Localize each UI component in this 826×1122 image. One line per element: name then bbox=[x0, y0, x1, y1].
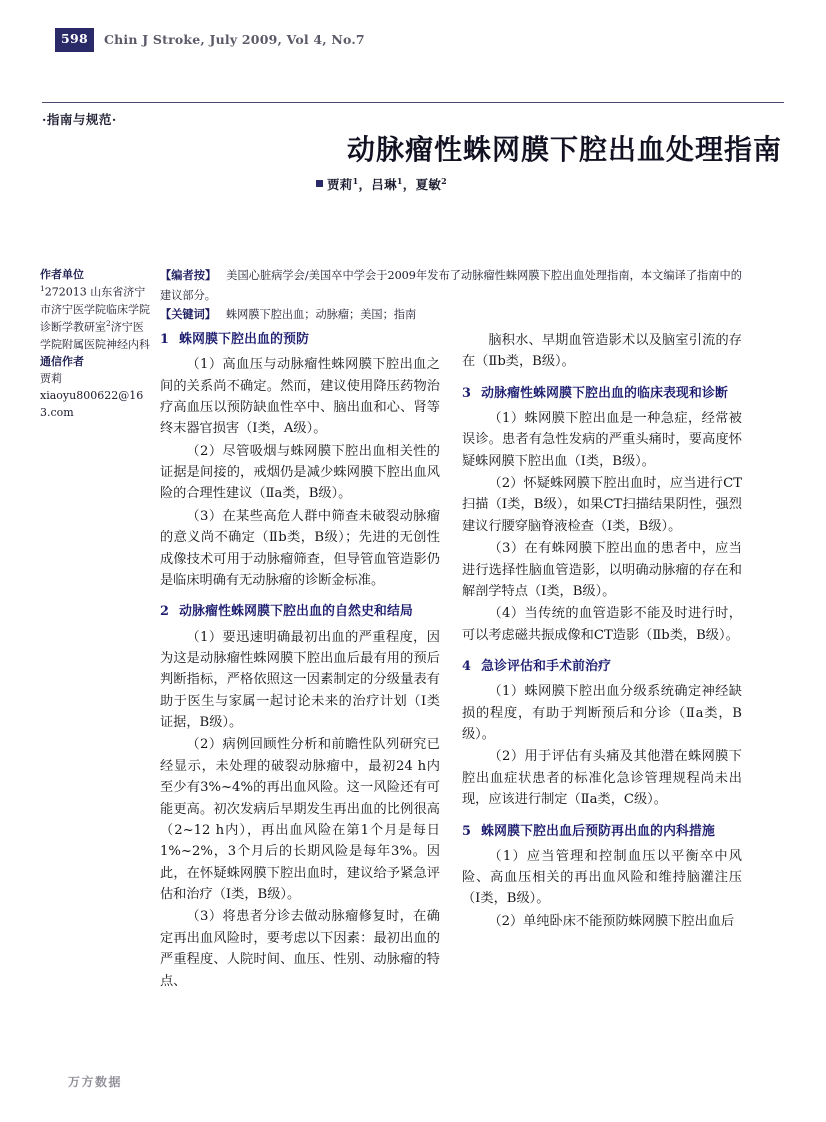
section-title: 动脉瘤性蛛网膜下腔出血的临床表现和诊断 bbox=[481, 385, 729, 401]
section-number: 3 bbox=[462, 385, 472, 401]
body-paragraph: （3）将患者分诊去做动脉瘤修复时，在确定再出血风险时，要考虑以下因素：最初出血的严重程度、人院时间、血压、性别、动脉瘤的特点、 bbox=[160, 909, 440, 989]
author-names: 贾莉$^1$，吕琳$^1$，夏敏$^2$ bbox=[327, 175, 448, 192]
section-heading bbox=[160, 602, 440, 621]
body-paragraph: （1）蛛网膜下腔出血是一种急症，经常被误诊。患者有急性发病的严重头痛时，要高度怀疑蛛网膜下腔出血（Ⅰ类，B级）。 bbox=[462, 410, 742, 469]
body-paragraph: （3）在某些高危人群中筛查未破裂动脉瘤的意义尚不确定（Ⅱb类，B级）；先进的无创性成像技术可用于动脉瘤筛查，但导管血管造影仍是临床明确有无动脉瘤的诊断金标准。 bbox=[160, 508, 440, 588]
article-category-label: ·指南与规范· bbox=[42, 112, 117, 127]
affiliation-label: 作者单位 bbox=[40, 268, 84, 281]
body-paragraph: （2）单纯卧床不能预防蛛网膜下腔出血后 bbox=[488, 913, 735, 929]
section-title: 蛛网膜下腔出血的预防 bbox=[179, 332, 310, 347]
page-number-badge: 598 bbox=[55, 28, 94, 52]
column-right bbox=[462, 330, 742, 1035]
keywords-row bbox=[160, 305, 742, 325]
section-heading bbox=[160, 330, 440, 349]
section-heading bbox=[462, 822, 742, 841]
author-list bbox=[140, 175, 782, 193]
body-columns bbox=[160, 330, 742, 1035]
journal-citation-line: Chin J Stroke, July 2009, Vol 4, No.7 bbox=[104, 32, 365, 48]
body-paragraph: （2）怀疑蛛网膜下腔出血时，应当进行CT扫描（Ⅰ类，B级），如果CT扫描结果阴性，强烈建议行腰穿脑脊液检查（Ⅰ类，B级）。 bbox=[462, 476, 742, 534]
body-paragraph: （1）要迅速明确最初出血的严重程度，因为这是动脉瘤性蛛网膜下腔出血后最有用的预后判断指标，严格依照这一因素制定的分级量表有助于医生与家属一起讨论未来的治疗计划（Ⅰ类证据，B级）。 bbox=[160, 629, 440, 730]
footer-watermark: 万方数据 bbox=[68, 1075, 123, 1089]
corresponding-author-name: 贾莉 bbox=[40, 371, 62, 385]
section-heading bbox=[462, 657, 742, 676]
section-heading bbox=[462, 384, 742, 403]
affiliation-sidebar bbox=[40, 266, 152, 421]
running-head bbox=[55, 28, 365, 52]
body-paragraph: （2）病例回顾性分析和前瞻性队列研究已经显示，未处理的破裂动脉瘤中，最初24 h内至少有3%~4%的再出血风险。这一风险还有可能更高。初次发病后早期发生再出血的比例很高（2~12 h内），再出血风险在第1个月是每日1%~2%，3个月后的长期风险是每年3%。因此，在怀疑蛛网膜下腔出血时，建议给予紧急评估和治疗（Ⅰ类，B级）。 bbox=[160, 737, 440, 902]
header-divider bbox=[42, 102, 784, 103]
body-paragraph: （1）应当管理和控制血压以平衡卒中风险、高血压相关的再出血风险和维持脑灌注压（Ⅰ类，B级）。 bbox=[462, 848, 742, 907]
page-title: 动脉瘤性蛛网膜下腔出血处理指南 bbox=[346, 133, 782, 166]
section-number: 1 bbox=[160, 332, 170, 347]
section-title: 动脉瘤性蛛网膜下腔出血的自然史和结局 bbox=[179, 604, 414, 620]
body-paragraph: （3）在有蛛网膜下腔出血的患者中，应当进行选择性脑血管造影，以明确动脉瘤的存在和解剖学特点（Ⅰ类，B级）。 bbox=[462, 541, 742, 599]
body-paragraph: （4）当传统的血管造影不能及时进行时，可以考虑磁共振成像和CT造影（Ⅱb类，B级）。 bbox=[462, 606, 742, 643]
section-number: 2 bbox=[160, 604, 170, 620]
corresponding-author-email[interactable]: xiaoyu800622@163.com bbox=[40, 388, 144, 419]
editor-note-row bbox=[160, 266, 742, 305]
corresponding-author-label: 通信作者 bbox=[40, 354, 84, 368]
title-block bbox=[140, 133, 782, 193]
keywords-text: 蛛网膜下腔出血；动脉瘤；美国；指南 bbox=[225, 308, 417, 322]
editor-note-tag: 【编者按】 bbox=[160, 268, 217, 282]
body-paragraph: （2）用于评估有头痛及其他潜在蛛网膜下腔出血症状患者的标准化急诊管理规程尚未出现，应该进行制定（Ⅱa类，C级）。 bbox=[462, 749, 742, 808]
editor-note-text: 美国心脏病学会/美国卒中学会于2009年发布了动脉瘤性蛛网膜下腔出血处理指南，本文编译了指南中的建议部分。 bbox=[160, 269, 742, 302]
affiliation-text: $^1$272013 山东省济宁市济宁医学院临床学院诊断学教研室$^2$济宁医学院附属医院神经内科 bbox=[40, 284, 150, 351]
keywords-tag: 【关键词】 bbox=[160, 307, 216, 322]
body-paragraph: （1）高血压与动脉瘤性蛛网膜下腔出血之间的关系尚不确定。然而，建议使用降压药物治疗高血压以预防缺血性卒中、脑出血和心、肾等终末器官损害（Ⅰ类，A级）。 bbox=[160, 357, 440, 437]
editor-note-band bbox=[160, 266, 742, 325]
section-number: 4 bbox=[462, 659, 472, 675]
section-title: 蛛网膜下腔出血后预防再出血的内科措施 bbox=[481, 823, 716, 839]
square-bullet-icon bbox=[316, 180, 323, 187]
body-paragraph: （2）尽管吸烟与蛛网膜下腔出血相关性的证据是间接的，戒烟仍是减少蛛网膜下腔出血风险的合理性建议（Ⅱa类，B级）。 bbox=[160, 443, 440, 502]
section-title: 急诊评估和手术前治疗 bbox=[481, 659, 612, 675]
column-left bbox=[160, 330, 440, 1035]
body-paragraph: （1）蛛网膜下腔出血分级系统确定神经缺损的程度，有助于判断预后和分诊（Ⅱa类，B级）。 bbox=[462, 684, 742, 742]
section-number: 5 bbox=[462, 823, 472, 839]
body-paragraph: 脑积水、早期血管造影术以及脑室引流的存在（Ⅱb类，B级）。 bbox=[462, 333, 742, 370]
